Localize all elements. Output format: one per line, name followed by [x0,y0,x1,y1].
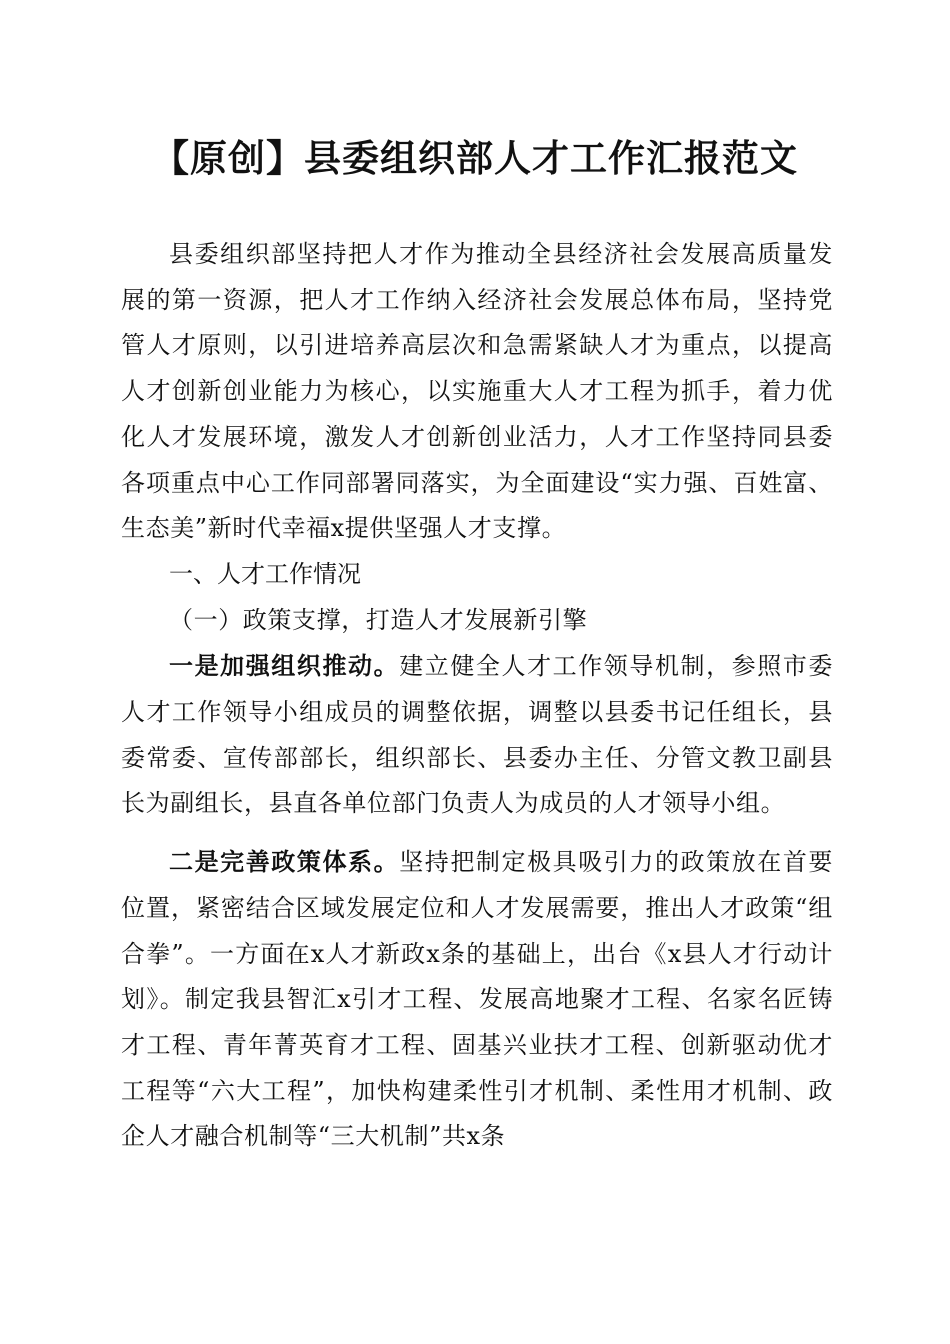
paragraph-text: 坚持把制定极具吸引力的政策放在首要位置，紧密结合区域发展定位和人才发展需要，推出人才政策“组合拳”。一方面在x人才新政x条的基础上，出台《x县人才行动计划》。制定我县智汇x引才工程、发展高地聚才工程、名家名匠铸才工程、青年菁英育才工程、固基兴业扶才工程、创新驱动优才工程等“六大工程”，加快构建柔性引才机制、柔性用才机制、政企人才融合机制等“三大机制”共x条 [121,848,833,1151]
paragraph-organization [121,643,833,827]
document-body [121,232,833,1160]
intro-paragraph: 县委组织部坚持把人才作为推动全县经济社会发展高质量发展的第一资源，把人才工作纳入经济社会发展总体布局，坚持党管人才原则，以引进培养高层次和急需紧缺人才为重点，以提高人才创新创业能力为核心，以实施重大人才工程为抓手，着力优化人才发展环境，激发人才创新创业活力，人才工作坚持同县委各项重点中心工作同部署同落实，为全面建设“实力强、百姓富、生态美”新时代幸福x提供坚强人才支撑。 [121,240,833,543]
document-title: 【原创】县委组织部人才工作汇报范文 [152,136,798,180]
subsection-heading: （一）政策支撑，打造人才发展新引擎 [169,605,588,634]
paragraph-text: 建立健全人才工作领导机制，参照市委人才工作领导小组成员的调整依据，调整以县委书记任组长，县委常委、宣传部部长，组织部长、县委办主任、分管文教卫副县长为副组长，县直各单位部门负责人为成员的人才领导小组。 [121,652,833,818]
paragraph-lead: 一是加强组织推动。 [169,651,400,681]
paragraph-policy [121,839,833,1160]
section-heading: 一、人才工作情况 [169,559,361,588]
paragraph-lead: 二是完善政策体系。 [169,847,400,877]
paragraph-gap [121,827,833,839]
